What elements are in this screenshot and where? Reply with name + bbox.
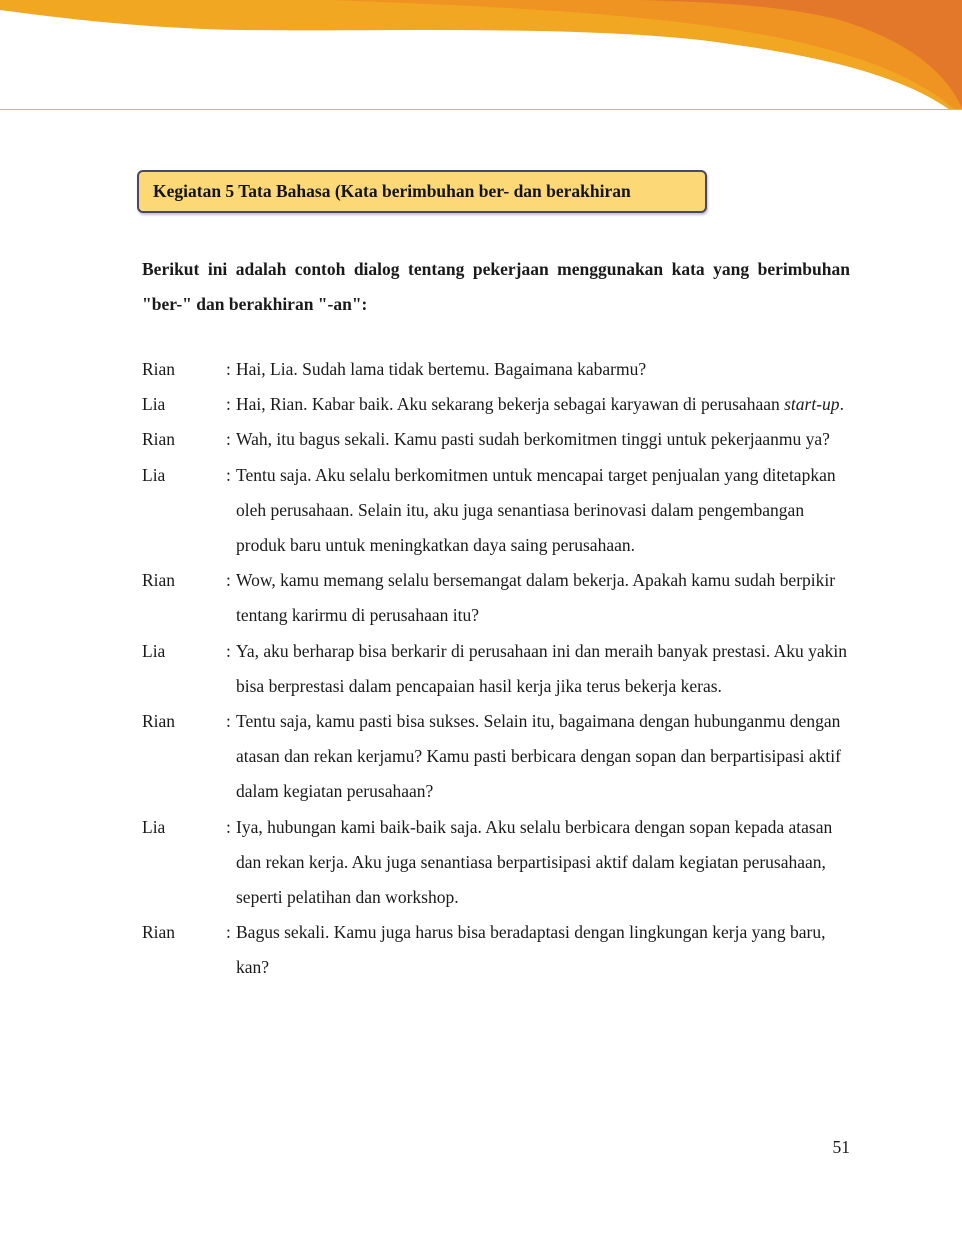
speaker-name: Lia [142,816,166,837]
utterance [226,634,862,704]
utterance-text: Wah, itu bagus sekali. Kamu pasti sudah berkomitmen tinggi untuk pekerjaanmu ya? [236,429,830,450]
utterance-text: Bagus sekali. Kamu juga harus bisa beradaptasi dengan lingkungan kerja yang baru, kan? [236,922,826,978]
utterance [226,810,862,916]
page-number: 51 [832,1137,850,1157]
dialog-turn [142,915,862,985]
speaker-name: Lia [142,394,166,415]
header-wave-decoration [0,0,962,115]
utterance-text-main: Hai, Rian. Kabar baik. Aku sekarang bekerja sebagai karyawan di perusahaan [236,394,785,415]
utterance [226,387,862,422]
colon-separator: : [226,570,231,591]
utterance-suffix: . [839,394,844,415]
section-heading-box [137,170,707,213]
speaker-name: Rian [142,922,176,943]
utterance [226,563,862,633]
colon-separator: : [226,922,231,943]
utterance-text: Ya, aku berharap bisa berkarir di perusahaan ini dan meraih banyak prestasi. Aku yakin bisa berprestasi dalam pencapaian hasil kerja jika terus bekerja keras. [236,640,848,696]
colon-separator: : [226,711,231,732]
utterance-text: Tentu saja. Aku selalu berkomitmen untuk mencapai target penjualan yang ditetapkan oleh perusahaan. Selain itu, aku juga senantiasa berinovasi dalam pengembangan produk baru untuk meningkatkan daya saing perusahaan. [236,464,836,556]
colon-separator: : [226,464,231,485]
colon-separator: : [226,394,231,415]
colon-separator: : [226,429,231,450]
dialog-turn [142,810,862,916]
dialog-turn [142,563,862,633]
dialog-turn [142,704,862,810]
section-heading: Kegiatan 5 Tata Bahasa (Kata berimbuhan ber- dan berakhiran [153,181,631,201]
speaker-name: Lia [142,464,166,485]
utterance-text: Iya, hubungan kami baik-baik saja. Aku selalu berbicara dengan sopan kepada atasan dan rekan kerja. Aku juga senantiasa berpartisipasi aktif dalam kegiatan perusahaan, seperti pelatihan dan workshop. [236,816,833,908]
colon-separator: : [226,359,231,379]
utterance [226,422,862,457]
utterance-italic-term: start-up [784,394,840,415]
speaker-name: Rian [142,359,176,379]
dialog-turn [142,458,862,564]
speaker-name: Rian [142,570,176,591]
utterance-text: Tentu saja, kamu pasti bisa sukses. Selain itu, bagaimana dengan hubunganmu dengan atasan dan rekan kerjamu? Kamu pasti berbicara dengan sopan dan berpartisipasi aktif dalam kegiatan perusahaan? [236,711,841,802]
utterance-text [236,387,862,422]
colon-separator: : [226,816,231,837]
dialog-turn [142,352,862,387]
utterance [226,458,862,564]
utterance-text: Wow, kamu memang selalu bersemangat dalam bekerja. Apakah kamu sudah berpikir tentang karirmu di perusahaan itu? [236,570,836,626]
dialog-turn [142,634,862,704]
utterance-text: Hai, Lia. Sudah lama tidak bertemu. Bagaimana kabarmu? [236,359,647,379]
utterance [226,915,862,985]
header-divider [0,109,962,110]
dialog-turn [142,422,862,457]
utterance [226,704,862,810]
colon-separator: : [226,640,231,661]
dialog-turn [142,387,862,422]
utterance [226,352,862,387]
intro-paragraph: Berikut ini adalah contoh dialog tentang pekerjaan menggunakan kata yang berimbuhan "ber-" dan berakhiran "-an": [142,259,850,314]
dialog [142,352,862,986]
speaker-name: Lia [142,640,166,661]
speaker-name: Rian [142,429,176,450]
speaker-name: Rian [142,711,176,732]
